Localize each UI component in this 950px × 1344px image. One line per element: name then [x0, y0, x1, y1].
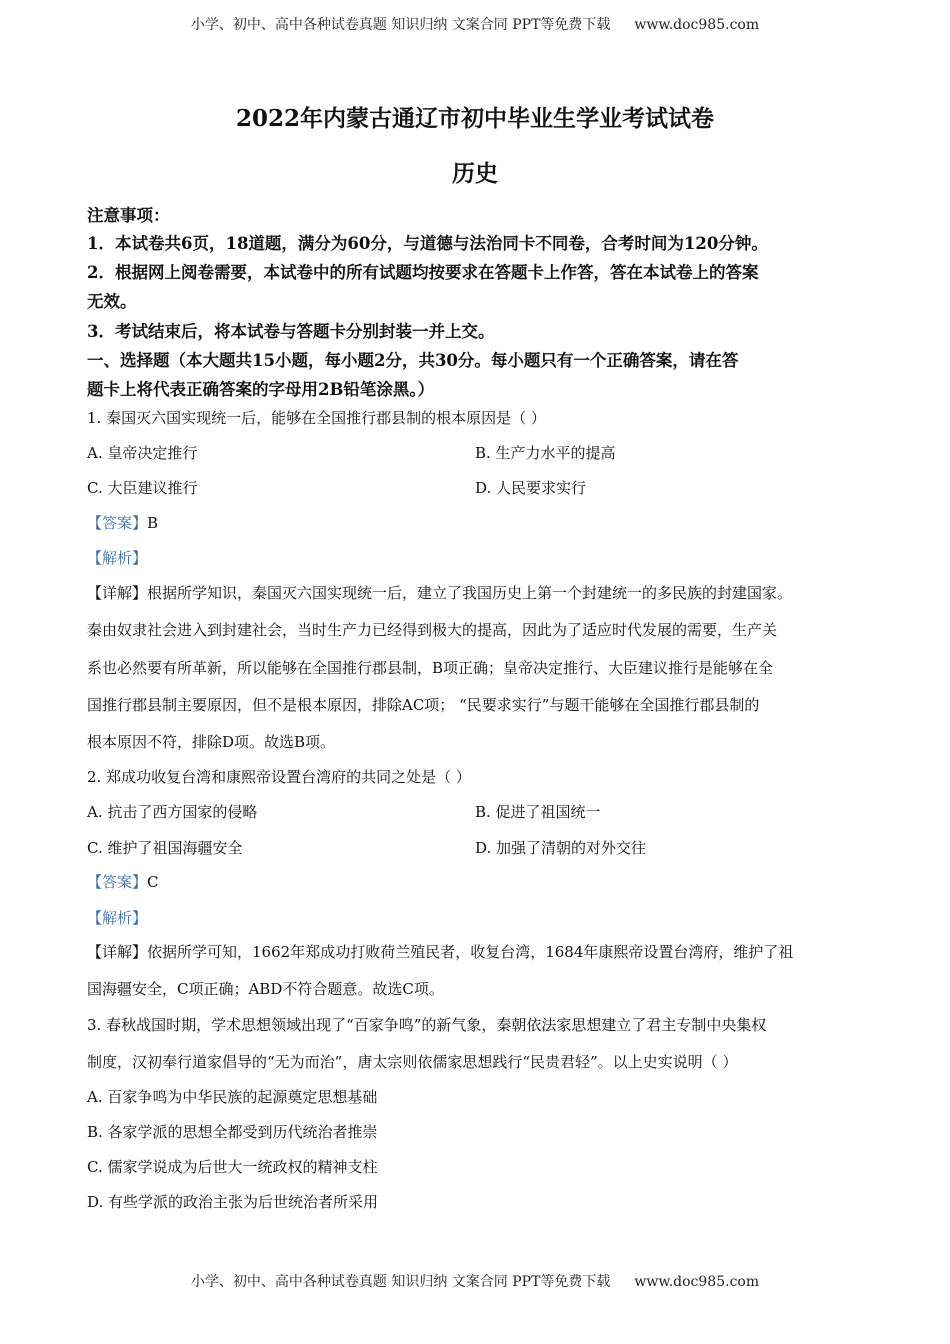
doc-title: 2022年内蒙古通辽市初中毕业生学业考试试卷: [235, 105, 714, 132]
detail-text: 依据所学可知，1662年郑成功打败荷兰殖民者，收复台湾，1684年康熙帝设置台湾府，维护了祖: [147, 943, 794, 961]
q1-detail-1: [87, 582, 792, 603]
q1-detail-5: 根本原因不符，排除D项。故选B项。: [87, 733, 336, 751]
footer-url: www.doc985.com: [634, 1274, 760, 1290]
q2-option-b: B. 促进了祖国统一: [475, 803, 601, 821]
q2-stem: 2. 郑成功收复台湾和康熙帝设置台湾府的共同之处是（ ）: [87, 768, 471, 786]
q3-option-a: A. 百家争鸣为中华民族的起源奠定思想基础: [87, 1088, 378, 1106]
answer-value: B: [147, 514, 159, 532]
page-footer: [0, 1271, 950, 1291]
page-header: [0, 14, 950, 34]
q1-option-c: C. 大臣建议推行: [87, 479, 198, 497]
q2-option-a: A. 抗击了西方国家的侵略: [87, 803, 258, 821]
section-heading-cont: 题卡上将代表正确答案的字母用2B铅笔涂黑。）: [87, 380, 435, 399]
doc-subtitle: 历史: [452, 160, 498, 187]
note-2-cont: 无效。: [87, 292, 137, 311]
detail-text: 根据所学知识，秦国灭六国实现统一后，建立了我国历史上第一个封建统一的多民族的封建国家。: [147, 584, 793, 602]
q1-detail-3: 系也必然要有所革新，所以能够在全国推行郡县制，B项正确；皇帝决定推行、大臣建议推行是能够在全: [87, 659, 774, 677]
note-3: 3．考试结束后，将本试卷与答题卡分别封装一并上交。: [87, 322, 495, 341]
q3-stem: 3. 春秋战国时期，学术思想领域出现了“百家争鸣”的新气象，秦朝依法家思想建立了君主专制中央集权: [87, 1016, 767, 1034]
q1-detail-4: 国推行郡县制主要原因，但不是根本原因，排除AC项； “民要求实行”与题干能够在全国推行郡县制的: [87, 696, 760, 714]
q3-option-c: C. 儒家学说成为后世大一统政权的精神支柱: [87, 1158, 378, 1176]
section-heading: 一、选择题（本大题共15小题，每小题2分，共30分。每小题只有一个正确答案，请在答: [87, 351, 739, 370]
q3-stem-cont: 制度，汉初奉行道家倡导的“无为而治”，唐太宗则依儒家思想践行“民贵君轻”。以上史实说明（ ）: [87, 1053, 738, 1071]
detail-label: 【详解】: [87, 943, 148, 961]
q2-option-d: D. 加强了清朝的对外交往: [475, 839, 647, 857]
answer-label: 【答案】: [87, 514, 148, 532]
q1-detail-2: 秦由奴隶社会进入到封建社会，当时生产力已经得到极大的提高，因此为了适应时代发展的需要，生产关: [87, 621, 778, 639]
q2-option-c: C. 维护了祖国海疆安全: [87, 839, 243, 857]
q1-analysis-label: 【解析】: [87, 549, 148, 567]
answer-value: C: [147, 873, 159, 891]
q1-stem: 1. 秦国灭六国实现统一后，能够在全国推行郡县制的根本原因是（ ）: [87, 409, 546, 427]
answer-label: 【答案】: [87, 873, 148, 891]
q2-detail-1: [87, 941, 793, 962]
note-2: 2．根据网上阅卷需要，本试卷中的所有试题均按要求在答题卡上作答，答在本试卷上的答案: [87, 263, 759, 282]
footer-text: 小学、初中、高中各种试卷真题 知识归纳 文案合同 PPT等免费下载: [190, 1274, 611, 1290]
q1-option-a: A. 皇帝决定推行: [87, 444, 198, 462]
q1-answer: [87, 512, 158, 533]
note-1: 1．本试卷共6页，18道题，满分为60分，与道德与法治同卡不同卷，合考时间为120分钟。: [87, 234, 768, 253]
q3-option-d: D. 有些学派的政治主张为后世统治者所采用: [87, 1193, 379, 1211]
q1-option-b: B. 生产力水平的提高: [475, 444, 616, 462]
q2-detail-2: 国海疆安全，C项正确；ABD不符合题意。故选C项。: [87, 980, 444, 998]
header-text: 小学、初中、高中各种试卷真题 知识归纳 文案合同 PPT等免费下载: [190, 17, 611, 33]
detail-label: 【详解】: [87, 584, 148, 602]
q1-option-d: D. 人民要求实行: [475, 479, 587, 497]
header-url: www.doc985.com: [634, 17, 760, 33]
q2-answer: [87, 871, 159, 892]
q3-option-b: B. 各家学派的思想全都受到历代统治者推崇: [87, 1123, 378, 1141]
q2-analysis-label: 【解析】: [87, 909, 148, 927]
notes-heading: 注意事项：: [87, 206, 170, 225]
